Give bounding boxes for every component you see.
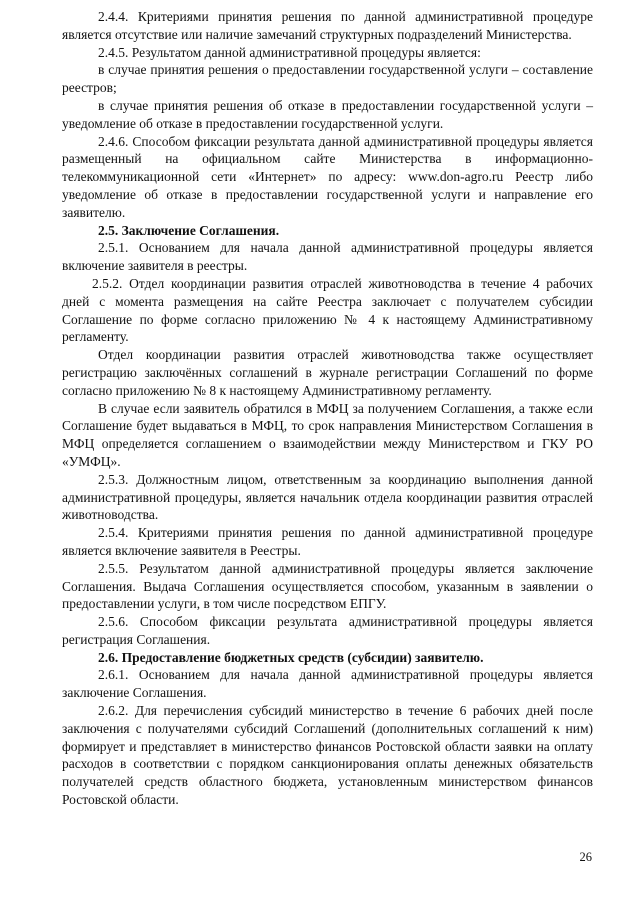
paragraph-2-6-1: 2.6.1. Основанием для начала данной административной процедуры является заключение Соглашения.: [62, 667, 593, 701]
paragraph-2-5-2-registration: Отдел координации развития отраслей животноводства также осуществляет регистрацию заключённых соглашений в журнале регистрации Соглашений по форме согласно приложению № 8 к настоящему Административному регламенту.: [62, 347, 593, 398]
paragraph-2-4-5-case-refusal: в случае принятия решения об отказе в предоставлении государственной услуги – уведомление об отказе в предоставлении государственной услуги.: [62, 97, 593, 131]
paragraph-2-5-5: 2.5.5. Результатом данной административной процедуры является заключение Соглашения. Выдача Соглашения осуществляется способом, указанным в заявлении о предоставлении услуги, в том числе посредством ЕПГУ.: [62, 560, 593, 612]
section-heading-2-5: 2.5. Заключение Соглашения.: [98, 222, 280, 238]
paragraph-2-4-6: 2.4.6. Способом фиксации результата данной административной процедуры является размещенный на официальном сайте Министерства в информационно-телекоммуникационной сети «Интернет» по адресу: www.don-agro.ru Реестр либо уведомление об отказе в предоставлении государственной услуги и направление его заявителю.: [62, 133, 593, 220]
paragraph-2-5-1: 2.5.1. Основанием для начала данной административной процедуры является включение заявителя в реестры.: [62, 240, 593, 274]
paragraph-2-5-2: 2.5.2. Отдел координации развития отраслей животноводства в течение 4 рабочих дней с момента размещения на сайте Реестра заключает с получателем субсидии Соглашение по форме согласно приложению № 4 к настоящему Административному регламенту.: [62, 275, 593, 345]
document-page: [62, 8, 593, 809]
paragraph-2-4-5: 2.4.5. Результатом данной административной процедуры является:: [98, 44, 481, 60]
paragraph-2-4-5-case-approval: в случае принятия решения о предоставлении государственной услуги – составление реестров;: [62, 62, 593, 96]
paragraph-2-5-4: 2.5.4. Критериями принятия решения по данной административной процедуре является включение заявителя в Реестры.: [62, 525, 593, 558]
page-number: 26: [579, 850, 592, 864]
paragraph-2-5-6: 2.5.6. Способом фиксации результата административной процедуры является регистрация Соглашения.: [62, 614, 593, 647]
section-heading-2-6: 2.6. Предоставление бюджетных средств (субсидии) заявителю.: [98, 649, 484, 665]
paragraph-2-6-2: 2.6.2. Для перечисления субсидий министерство в течение 6 рабочих дней после заключения с получателями субсидий Соглашений (дополнительных соглашений к ним) формирует и представляет в министерство финансов Ростовской области заявки на оплату расходов в соответствии с порядком санкционирования оплаты денежных обязательств получателей средств областного бюджета, установленным министерством финансов Ростовской области.: [62, 703, 593, 808]
paragraph-2-4-4: 2.4.4. Критериями принятия решения по данной административной процедуре является отсутствие или наличие замечаний структурных подразделений Министерства.: [62, 9, 593, 42]
paragraph-2-5-3: 2.5.3. Должностным лицом, ответственным за координацию выполнения данной административной процедуры, является начальник отдела координации развития отраслей животноводства.: [62, 471, 593, 523]
paragraph-2-5-2-mfc: В случае если заявитель обратился в МФЦ за получением Соглашения, а также если Соглашение будет выдаваться в МФЦ, то срок направления Министерством Соглашения в МФЦ определяется соглашением о взаимодействии между Министерством и ГКУ РО «УМФЦ».: [62, 400, 593, 469]
